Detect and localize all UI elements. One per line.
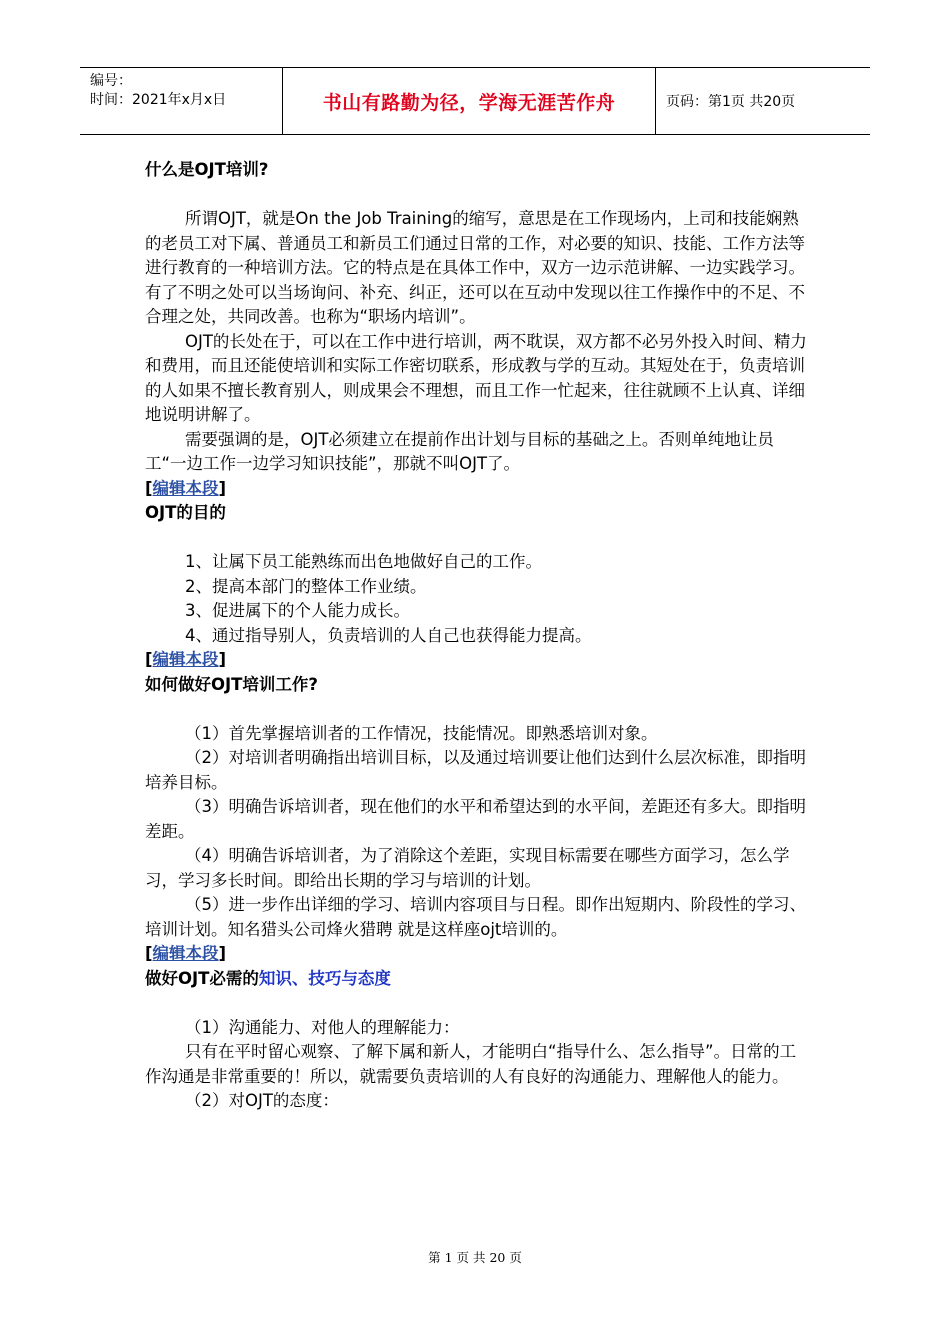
paragraph-emphasis: 需要强调的是，OJT必须建立在提前作出计划与目标的基础之上。否则单纯地让员工“一边工作一边学习知识技能”，那就不叫OJT了。 xyxy=(145,429,774,473)
list-item: （2）对培训者明确指出培训目标，以及通过培训要让他们达到什么层次标准，即指明培养目标。 xyxy=(145,748,806,792)
edit-section-link-2[interactable]: [编辑本段] xyxy=(145,650,227,669)
edit-section-link-1[interactable]: [编辑本段] xyxy=(145,478,227,498)
section-title-how-to: 如何做好OJT培训工作? xyxy=(145,674,318,694)
paragraph-pros-cons: OJT的长处在于，可以在工作中进行培训，两不耽误，双方都不必另外投入时间、精力和费用，而且还能使培训和实际工作密切联系，形成教与学的互动。其短处在于，负责培训的人如果不擅长教育别人，则成果会不理想，而且工作一忙起来，往往就顾不上认真、详细地说明讲解了。 xyxy=(145,331,807,424)
paragraph-definition: 所谓OJT，就是On the Job Training的缩写，意思是在工作现场内，上司和技能娴熟的老员工对下属、普通员工和新员工们通过日常的工作，对必要的知识、技能、工作方法等进行教育的一种培训方法。它的特点是在具体工作中，双方一边示范讲解、一边实践学习。有了不明之处可以当场询问、补充、纠正，还可以在互动中发现以往工作操作中的不足、不合理之处，共同改善。也称为“职场内培训”。 xyxy=(145,209,805,326)
list-item: （4）明确告诉培训者，为了消除这个差距，实现目标需要在哪些方面学习，怎么学习，学习多长时间。即给出长期的学习与培训的计划。 xyxy=(145,846,790,890)
section-title-skills-prefix: 做好OJT必需的 xyxy=(145,968,259,988)
section-title-skills xyxy=(145,967,810,992)
section-title-purpose: OJT的目的 xyxy=(145,503,226,522)
edit-link-text[interactable]: 编辑本段 xyxy=(152,478,219,498)
list-item: （1）沟通能力、对他人的理解能力： xyxy=(185,1017,460,1037)
edit-link-text[interactable]: 编辑本段 xyxy=(152,944,219,963)
list-item: （1）首先掌握培训者的工作情况，技能情况。即熟悉培训对象。 xyxy=(185,723,658,743)
header-page-number: 页码：第1页 共20页 xyxy=(666,94,796,110)
edit-section-link-3[interactable]: [编辑本段] xyxy=(145,944,227,963)
skills-keyword-link[interactable]: 知识、技巧与态度 xyxy=(258,968,391,988)
list-item: 1、让属下员工能熟练而出色地做好自己的工作。 xyxy=(185,552,542,571)
document-header xyxy=(80,67,870,135)
list-item: （5）进一步作出详细的学习、培训内容项目与日程。即作出短期内、阶段性的学习、培训计划。知名猎头公司烽火猎聘 就是这样座ojt培训的。 xyxy=(145,895,806,939)
document-number-label: 编号： xyxy=(90,73,132,89)
list-item: 2、提高本部门的整体工作业绩。 xyxy=(185,576,427,596)
header-motto: 书山有路勤为径，学海无涯苦作舟 xyxy=(282,68,656,134)
list-item: 4、通过指导别人，负责培训的人自己也获得能力提高。 xyxy=(185,625,592,645)
list-item: （2）对OJT的态度： xyxy=(185,1091,339,1110)
document-body xyxy=(145,158,810,1114)
edit-link-text[interactable]: 编辑本段 xyxy=(152,650,219,669)
document-date: 时间：2021年x月x日 xyxy=(90,92,227,108)
section-title-what-is-ojt: 什么是OJT培训? xyxy=(145,160,269,179)
paragraph-communication: 只有在平时留心观察、了解下属和新人，才能明白“指导什么、怎么指导”。日常的工作沟通是非常重要的！所以，就需要负责培训的人有良好的沟通能力、理解他人的能力。 xyxy=(145,1042,797,1086)
list-item: （3）明确告诉培训者，现在他们的水平和希望达到的水平间，差距还有多大。即指明差距。 xyxy=(145,797,806,841)
header-meta xyxy=(80,68,282,134)
list-item: 3、促进属下的个人能力成长。 xyxy=(185,601,410,620)
page-footer: 第 1 页 共 20 页 xyxy=(428,1250,522,1265)
